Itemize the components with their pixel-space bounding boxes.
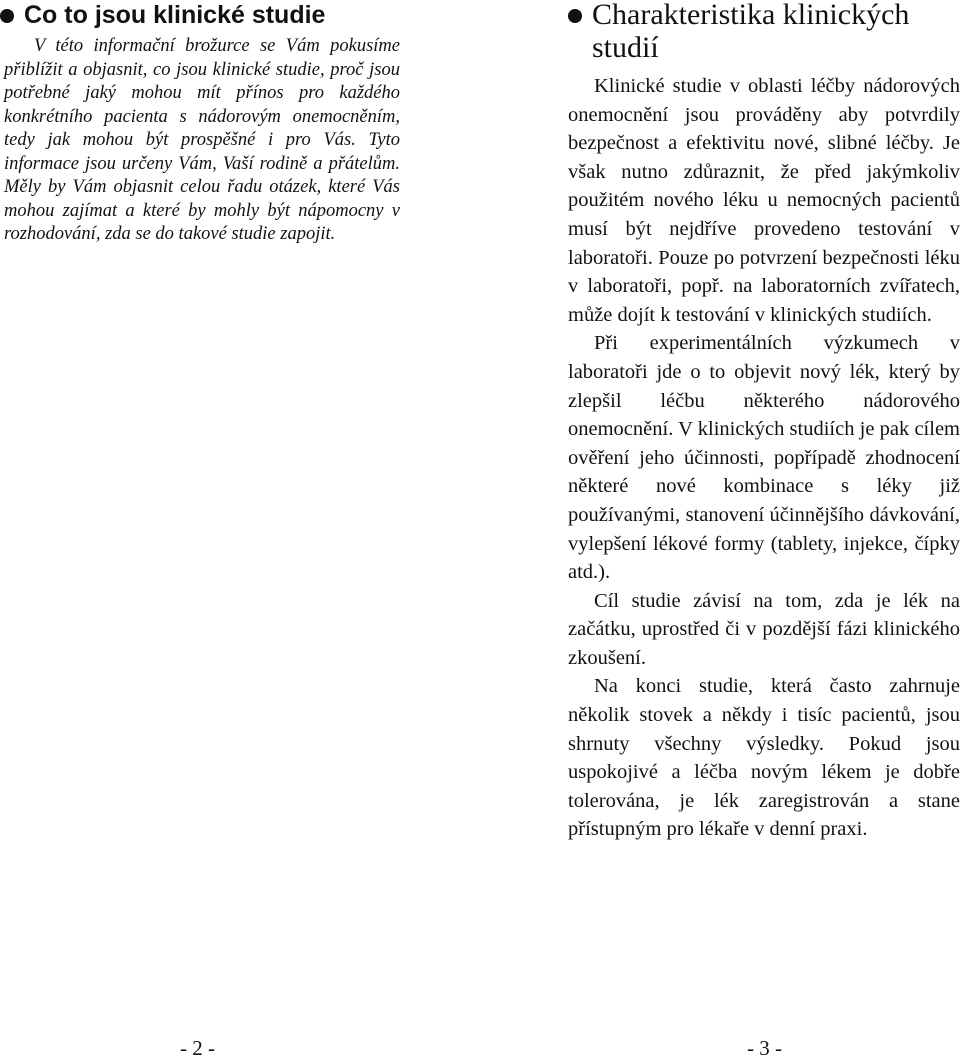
body-paragraph: Při experimentálních výzkumech v laboratoři jde o to objevit nový lék, který by zlepšil léčbu některého nádorového onemocnění. V klinických studiích je pak cílem ověření jeho účinnosti, popřípadě zhodnocení některé nové kombinace s léky již používanými, stanovení účinnějšího dávkování, vylepšení lékové formy (tablety, injekce, čípky atd.). (568, 332, 960, 584)
left-page (0, 0, 400, 1059)
right-heading-text: Charakteristika klinických studií (592, 0, 910, 64)
left-heading-text: Co to jsou klinické studie (24, 1, 326, 29)
intro-text (0, 35, 400, 247)
body-paragraph: Na konci studie, která často zahrnuje několik stovek a někdy i tisíc pacientů, jsou shrnuty všechny výsledky. Pokud jsou uspokojivé a léčba novým lékem je dobře tolerována, je lék zaregistrován a stane přístupným pro lékaře v denní praxi. (568, 675, 960, 841)
body-paragraph: Klinické studie v oblasti léčby nádorových onemocnění jsou prováděny aby potvrdily bezpečnost a efektivitu nové, slibné léčby. Je však nutno zdůraznit, že před jakýmkoliv použitém nového léku u nemocných pacientů musí být nejdříve provedeno testování v laboratoři. Pouze po potvrzení bezpečnosti léku v laboratoři, popř. na laboratorních zvířatech, může dojít k testování v klinických studiích. (568, 75, 960, 326)
intro-paragraph: V této informační brožurce se Vám pokusíme přiblížit a objasnit, co jsou klinické studie, proč jsou potřebné jaký mohou mít přínos pro každého konkrétního pacienta s nádorovým onemocněním, tedy jak mohou být prospěšné i pro Vás. Tyto informace jsou určeny Vám, Vaší rodině a přátelům. Měly by Vám objasnit celou řadu otázek, které Vás mohou zajímat a které by mohly být nápomocny v rozhodování, zda se do takové studie zapojit. (4, 36, 400, 244)
bullet-icon (568, 9, 582, 23)
left-section-heading (0, 0, 400, 30)
right-section-heading (568, 0, 960, 64)
body-text (568, 72, 960, 844)
right-page (568, 0, 960, 1059)
body-paragraph: Cíl studie závisí na tom, zda je lék na začátku, uprostřed či v pozdější fázi klinického zkoušení. (568, 589, 960, 669)
page-number-right: - 3 - (747, 1036, 782, 1060)
bullet-icon (0, 9, 14, 23)
page-number-left: - 2 - (180, 1036, 215, 1060)
